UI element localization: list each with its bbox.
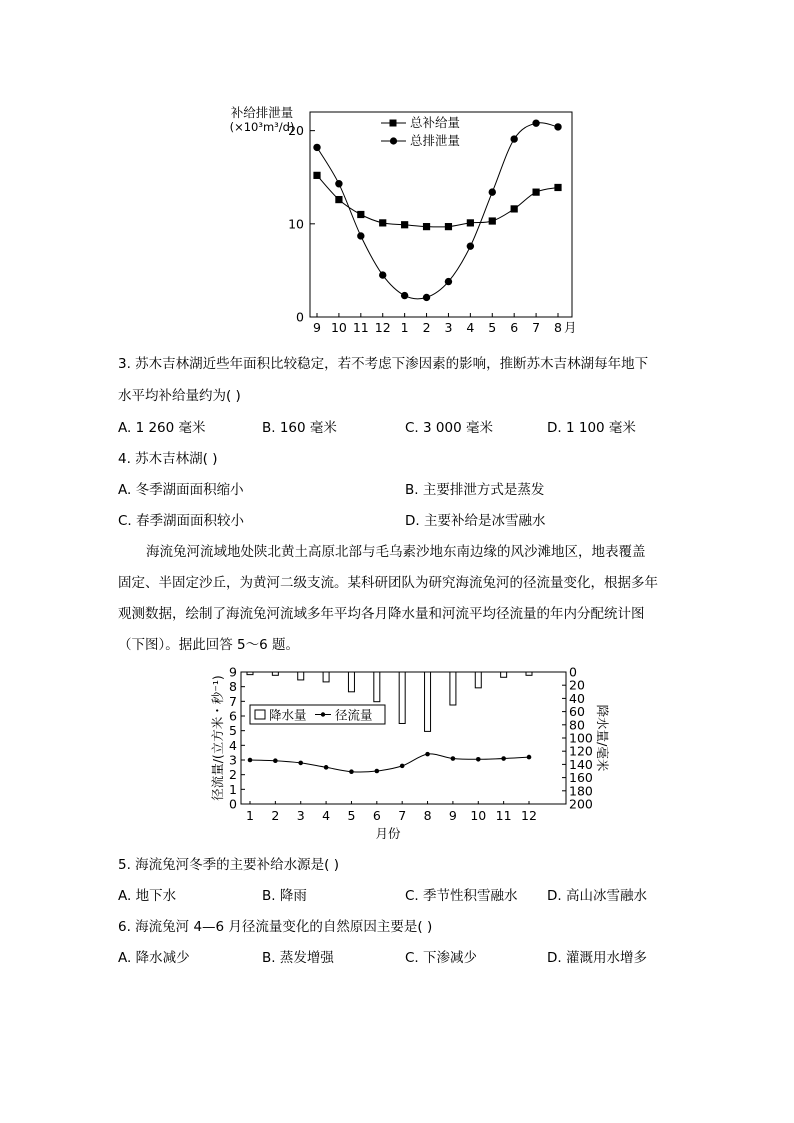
discharge-point: [445, 278, 452, 285]
discharge-point: [467, 242, 474, 249]
x-tick-label: 9: [448, 808, 457, 823]
x-tick-label: 5: [347, 808, 356, 823]
recharge-discharge-chart: [200, 100, 600, 340]
question-3-option-a[interactable]: A. 1 260 毫米: [118, 420, 206, 436]
runoff-point: [501, 756, 506, 761]
x-tick-label: 3: [296, 808, 305, 823]
right-tick-label: 160: [569, 770, 593, 786]
x-tick-label: 1: [400, 320, 409, 335]
passage-line-2: 固定、半固定沙丘，为黄河二级支流。某科研团队为研究海流兔河的径流量变化，根据多年: [118, 575, 658, 591]
left-tick-label: 0: [229, 796, 237, 812]
x-tick-label: 8: [423, 808, 432, 823]
discharge-point: [313, 144, 320, 151]
question-3-stem-line-2: 水平均补给量约为( ): [118, 388, 241, 404]
question-3-option-d[interactable]: D. 1 100 毫米: [547, 420, 636, 436]
precipitation-bar: [425, 672, 431, 731]
question-5-option-d[interactable]: D. 高山冰雪融水: [547, 888, 647, 904]
precipitation-bar: [374, 672, 380, 702]
recharge-point: [489, 217, 496, 224]
x-tick-label: 4: [466, 320, 475, 335]
x-tick-label: 9: [313, 320, 321, 335]
discharge-point: [554, 123, 561, 130]
left-tick-label: 8: [229, 679, 237, 695]
x-tick-label: 7: [532, 320, 541, 335]
passage-line-4: （下图）。据此回答 5～6 题。: [118, 637, 300, 653]
left-axis-label: 径流量/(立方米・秒⁻¹): [210, 675, 225, 801]
discharge-point: [423, 294, 430, 301]
right-tick-label: 180: [569, 783, 593, 799]
question-5-stem: 5. 海流兔河冬季的主要补给水源是( ): [118, 857, 339, 873]
question-6-option-a[interactable]: A. 降水减少: [118, 950, 190, 966]
x-tick-label: 5: [488, 320, 497, 335]
question-6-option-d[interactable]: D. 灌溉用水增多: [547, 950, 647, 966]
recharge-point: [379, 219, 386, 226]
legend-label-recharge: 总补给量: [410, 115, 461, 130]
legend-runoff-dot: [321, 712, 325, 716]
question-3-option-b[interactable]: B. 160 毫米: [262, 420, 337, 436]
x-axis-label: 月份: [375, 826, 401, 841]
right-tick-label: 60: [569, 704, 585, 720]
runoff-point: [273, 758, 278, 763]
runoff-point: [324, 765, 329, 770]
runoff-point: [400, 764, 405, 769]
question-3-option-c[interactable]: C. 3 000 毫米: [405, 420, 493, 436]
precipitation-bar: [501, 672, 507, 677]
y-axis-label: 补给排泄量: [230, 105, 294, 120]
precipitation-bar: [247, 672, 253, 675]
right-tick-label: 100: [569, 730, 593, 746]
runoff-point: [476, 757, 481, 762]
question-5-option-c[interactable]: C. 季节性积雪融水: [405, 888, 518, 904]
recharge-point: [313, 172, 320, 179]
precipitation-bar: [298, 672, 304, 680]
x-axis-unit: 月: [564, 320, 577, 335]
question-6-option-c[interactable]: C. 下渗减少: [405, 950, 478, 966]
precipitation-bar: [450, 672, 456, 705]
x-tick-label: 12: [374, 320, 391, 335]
left-tick-label: 2: [229, 767, 237, 783]
precipitation-bar: [399, 672, 405, 723]
y-axis-unit: (×10³m³/d): [229, 120, 295, 134]
question-4-stem: 4. 苏木吉林湖( ): [118, 451, 218, 467]
discharge-point: [510, 135, 517, 142]
left-tick-label: 3: [229, 752, 237, 768]
discharge-point: [335, 180, 342, 187]
runoff-point: [248, 758, 253, 763]
x-tick-label: 3: [444, 320, 453, 335]
legend-square-marker: [390, 120, 397, 127]
right-axis-label: 降水量/毫米: [595, 704, 610, 772]
x-tick-label: 8: [554, 320, 562, 335]
left-tick-label: 9: [229, 664, 237, 680]
recharge-point: [511, 205, 518, 212]
right-tick-label: 80: [569, 717, 585, 733]
runoff-point: [527, 755, 532, 760]
x-tick-label: 2: [422, 320, 431, 335]
left-tick-label: 5: [229, 723, 237, 739]
recharge-point: [445, 223, 452, 230]
runoff-point: [451, 756, 456, 761]
legend-circle-marker: [390, 137, 397, 144]
question-4-option-c[interactable]: C. 春季湖面面积较小: [118, 513, 245, 529]
discharge-point: [489, 188, 496, 195]
right-tick-label: 0: [569, 664, 577, 680]
x-tick-label: 6: [510, 320, 519, 335]
x-tick-label: 10: [330, 320, 347, 335]
recharge-point: [532, 189, 539, 196]
legend-bar-swatch: [255, 710, 265, 719]
recharge-point: [423, 223, 430, 230]
discharge-point: [357, 232, 364, 239]
question-3-stem-line-1: 3. 苏木吉林湖近些年面积比较稳定，若不考虑下渗因素的影响，推断苏木吉林湖每年地下: [118, 356, 649, 372]
runoff-precipitation-chart: [200, 663, 610, 843]
y-tick-label: 10: [288, 216, 304, 232]
right-tick-label: 40: [569, 690, 585, 706]
question-6-stem: 6. 海流兔河 4—6 月径流量变化的自然原因主要是( ): [118, 919, 433, 935]
runoff-point: [298, 761, 303, 766]
precipitation-bar: [348, 672, 354, 692]
right-tick-label: 20: [569, 677, 585, 693]
question-6-option-b[interactable]: B. 蒸发增强: [262, 950, 334, 966]
chart-legend: [381, 115, 460, 148]
discharge-point: [532, 119, 539, 126]
x-tick-label: 1: [246, 808, 254, 823]
x-tick-label: 4: [322, 808, 331, 823]
recharge-point: [335, 196, 342, 203]
y-tick-label: 0: [296, 309, 304, 325]
y-tick-label: 20: [288, 123, 304, 139]
runoff-point: [349, 769, 354, 774]
precipitation-bar: [475, 672, 481, 688]
discharge-point: [379, 271, 386, 278]
x-tick-label: 10: [470, 808, 487, 823]
question-4-option-b[interactable]: B. 主要排泄方式是蒸发: [405, 482, 545, 498]
precipitation-bar: [323, 672, 329, 682]
precipitation-bar: [272, 672, 278, 675]
x-tick-label: 7: [398, 808, 407, 823]
question-4-option-a[interactable]: A. 冬季湖面面积缩小: [118, 482, 244, 498]
question-5-option-b[interactable]: B. 降雨: [262, 888, 307, 904]
question-5-option-a[interactable]: A. 地下水: [118, 888, 177, 904]
left-tick-label: 1: [229, 781, 237, 797]
recharge-point: [467, 219, 474, 226]
left-tick-label: 7: [229, 693, 237, 709]
discharge-point: [401, 292, 408, 299]
x-tick-label: 11: [495, 808, 512, 823]
right-tick-label: 200: [569, 796, 593, 812]
passage-line-3: 观测数据，绘制了海流兔河流域多年平均各月降水量和河流平均径流量的年内分配统计图: [118, 606, 645, 622]
passage-line-1: 海流兔河流域地处陕北黄土高原北部与毛乌素沙地东南边缘的风沙滩地区，地表覆盖: [146, 544, 646, 560]
recharge-point: [554, 184, 561, 191]
runoff-line: [250, 754, 529, 772]
left-tick-label: 6: [229, 708, 237, 724]
precipitation-bar: [526, 672, 532, 675]
x-tick-label: 6: [372, 808, 381, 823]
legend-label-precipitation: 降水量: [269, 707, 307, 723]
left-tick-label: 4: [229, 737, 237, 753]
x-tick-label: 12: [521, 808, 537, 823]
runoff-point: [375, 769, 380, 774]
series-line-discharge: [317, 123, 558, 299]
runoff-point: [425, 752, 430, 757]
legend-label-runoff: 径流量: [335, 707, 373, 723]
right-tick-label: 120: [569, 743, 593, 759]
right-tick-label: 140: [569, 756, 593, 772]
recharge-point: [401, 221, 408, 228]
recharge-point: [357, 211, 364, 218]
legend-label-discharge: 总排泄量: [410, 133, 461, 148]
x-tick-label: 2: [271, 808, 280, 823]
question-4-option-d[interactable]: D. 主要补给是冰雪融水: [405, 513, 546, 529]
chart-legend: [250, 705, 385, 724]
x-tick-label: 11: [352, 320, 369, 335]
